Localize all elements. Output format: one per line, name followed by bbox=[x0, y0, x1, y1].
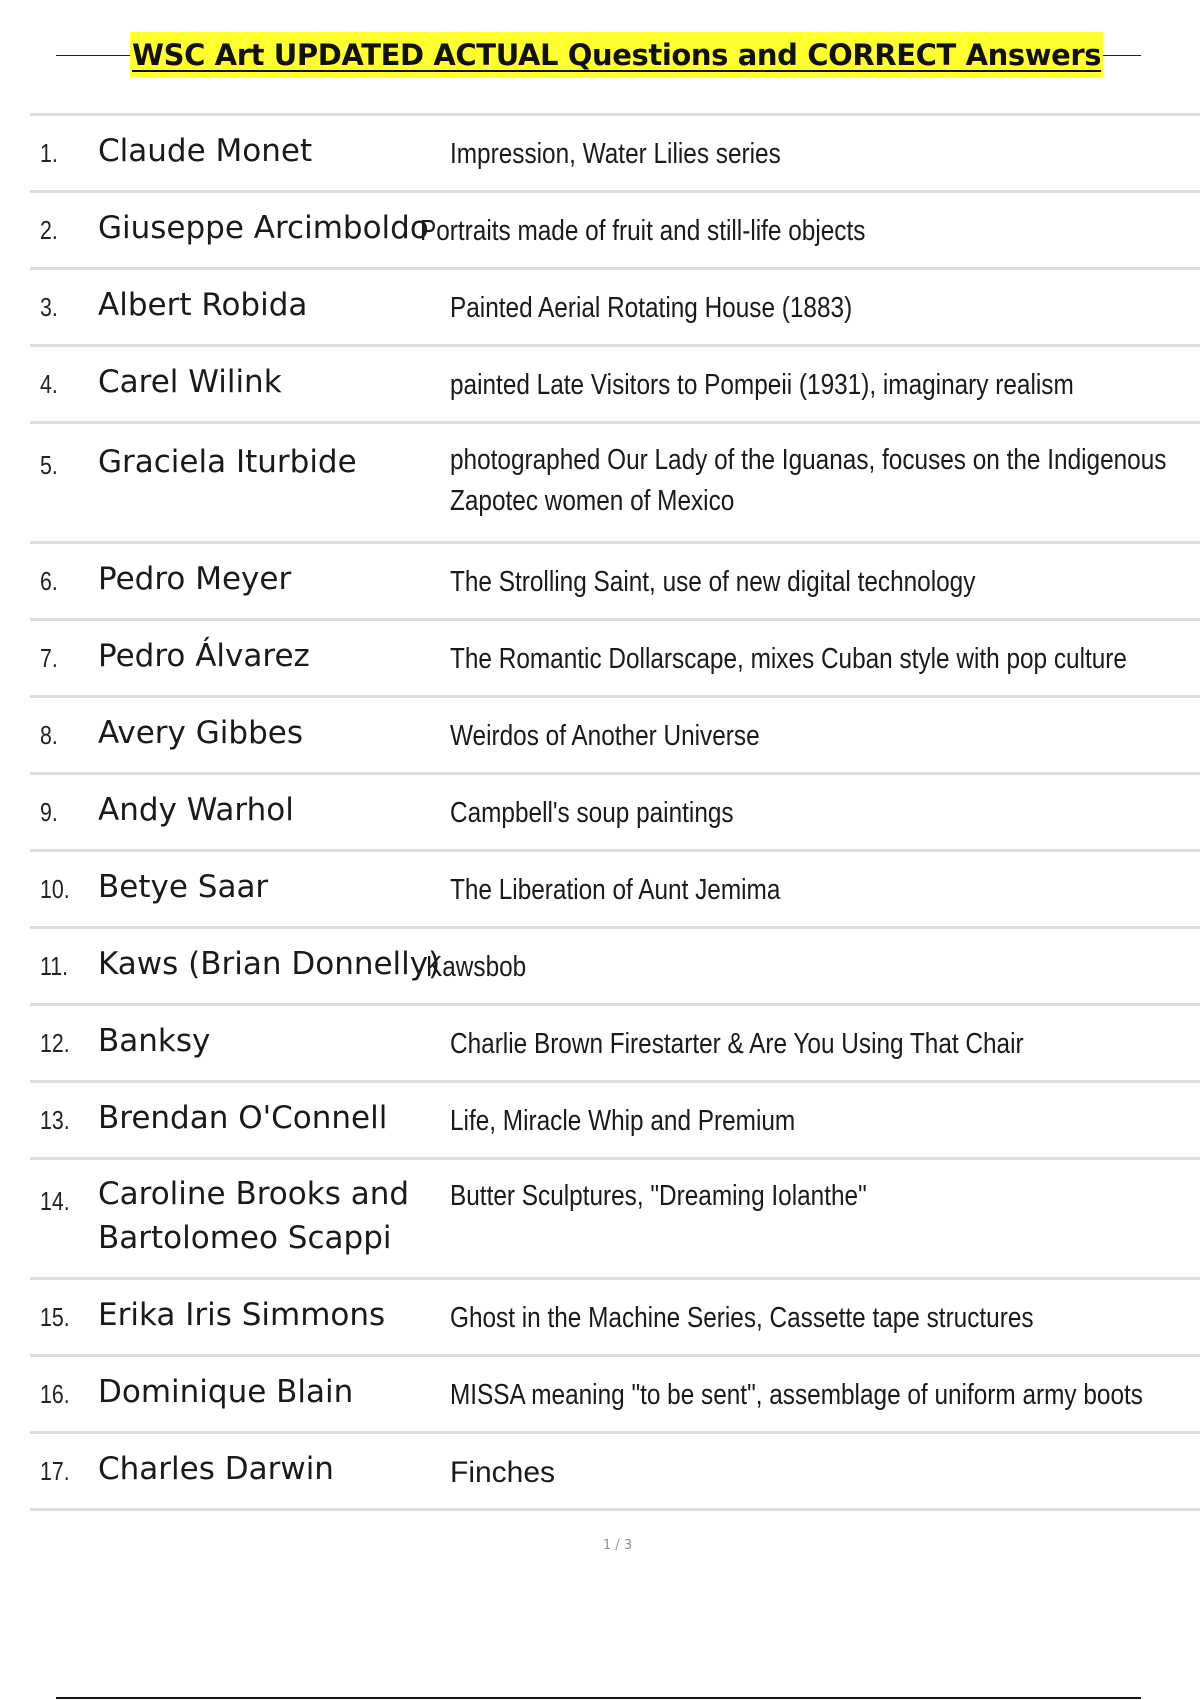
answer-text: Kawsbob bbox=[426, 951, 527, 983]
row-number: 2. bbox=[40, 215, 58, 245]
qa-row bbox=[30, 270, 1200, 347]
artist-name: Giuseppe Arcimboldo bbox=[98, 210, 429, 246]
answer-text: painted Late Visitors to Pompeii (1931), imaginary realism bbox=[450, 369, 1074, 401]
answer-text: The Romantic Dollarscape, mixes Cuban style with pop culture bbox=[450, 643, 1127, 675]
artist-name: Dominique Blain bbox=[98, 1374, 354, 1410]
qa-table bbox=[30, 113, 1200, 1511]
qa-row bbox=[30, 1434, 1200, 1511]
answer-text: Weirdos of Another Universe bbox=[450, 720, 760, 752]
answer-text: Painted Aerial Rotating House (1883) bbox=[450, 292, 853, 324]
artist-name: Carel Wilink bbox=[98, 364, 282, 400]
row-number: 14. bbox=[40, 1186, 70, 1216]
answer-text: Life, Miracle Whip and Premium bbox=[450, 1105, 796, 1137]
qa-row bbox=[30, 1280, 1200, 1357]
row-number: 16. bbox=[40, 1379, 70, 1409]
qa-row bbox=[30, 775, 1200, 852]
artist-name: Brendan O'Connell bbox=[98, 1100, 388, 1136]
artist-name: Graciela Iturbide bbox=[98, 444, 357, 480]
qa-row bbox=[30, 1083, 1200, 1160]
artist-name: Claude Monet bbox=[98, 133, 313, 169]
row-number: 15. bbox=[40, 1302, 70, 1332]
artist-name: Erika Iris Simmons bbox=[98, 1297, 386, 1333]
row-number: 3. bbox=[40, 292, 58, 322]
title-bar bbox=[56, 28, 1141, 80]
row-number: 6. bbox=[40, 566, 58, 596]
qa-row bbox=[30, 852, 1200, 929]
row-number: 5. bbox=[40, 450, 58, 480]
answer-text: photographed Our Lady of the Iguanas, focuses on the Indigenous Zapotec women of Mexico bbox=[450, 444, 1167, 517]
answer-text: The Liberation of Aunt Jemima bbox=[450, 874, 781, 906]
answer-text: Charlie Brown Firestarter & Are You Using That Chair bbox=[450, 1028, 1024, 1060]
artist-name: Pedro Meyer bbox=[98, 561, 292, 597]
row-number: 8. bbox=[40, 720, 58, 750]
answer-text: Impression, Water Lilies series bbox=[450, 138, 781, 170]
document-title: WSC Art UPDATED ACTUAL Questions and CORRECT Answers bbox=[130, 32, 1103, 78]
answer-text: Finches bbox=[450, 1456, 556, 1489]
row-number: 11. bbox=[40, 951, 69, 981]
answer-text: The Strolling Saint, use of new digital technology bbox=[450, 566, 976, 598]
artist-name: Avery Gibbes bbox=[98, 715, 303, 751]
artist-name: Caroline Brooks and Bartolomeo Scappi bbox=[98, 1176, 410, 1256]
row-number: 9. bbox=[40, 797, 58, 827]
row-number: 1. bbox=[40, 138, 58, 168]
qa-row bbox=[30, 621, 1200, 698]
qa-row bbox=[30, 544, 1200, 621]
page-number: 1 / 3 bbox=[602, 1538, 633, 1553]
bottom-rule bbox=[56, 1697, 1141, 1699]
qa-row bbox=[30, 1006, 1200, 1083]
row-number: 13. bbox=[40, 1105, 70, 1135]
qa-row bbox=[30, 929, 1200, 1006]
artist-name: Albert Robida bbox=[98, 287, 308, 323]
row-number: 7. bbox=[40, 643, 58, 673]
answer-text: MISSA meaning "to be sent", assemblage of uniform army boots bbox=[450, 1379, 1143, 1411]
artist-name: Kaws (Brian Donnelly) bbox=[98, 946, 441, 982]
artist-name: Betye Saar bbox=[98, 869, 269, 905]
artist-name: Pedro Álvarez bbox=[98, 638, 310, 674]
row-number: 10. bbox=[40, 874, 70, 904]
artist-name: Banksy bbox=[98, 1023, 211, 1059]
qa-row bbox=[30, 1357, 1200, 1434]
row-number: 4. bbox=[40, 369, 58, 399]
qa-row bbox=[30, 1160, 1200, 1280]
row-number: 12. bbox=[40, 1028, 70, 1058]
answer-text: Butter Sculptures, "Dreaming Iolanthe" bbox=[450, 1180, 867, 1212]
answer-text: Campbell's soup paintings bbox=[450, 797, 734, 829]
qa-row bbox=[30, 424, 1200, 544]
answer-text: Portraits made of fruit and still-life objects bbox=[420, 215, 866, 247]
qa-row bbox=[30, 698, 1200, 775]
answer-text: Ghost in the Machine Series, Cassette tape structures bbox=[450, 1302, 1034, 1334]
qa-row bbox=[30, 116, 1200, 193]
qa-row bbox=[30, 347, 1200, 424]
row-number: 17. bbox=[40, 1456, 70, 1486]
qa-row bbox=[30, 193, 1200, 270]
artist-name: Andy Warhol bbox=[98, 792, 294, 828]
artist-name: Charles Darwin bbox=[98, 1451, 334, 1487]
